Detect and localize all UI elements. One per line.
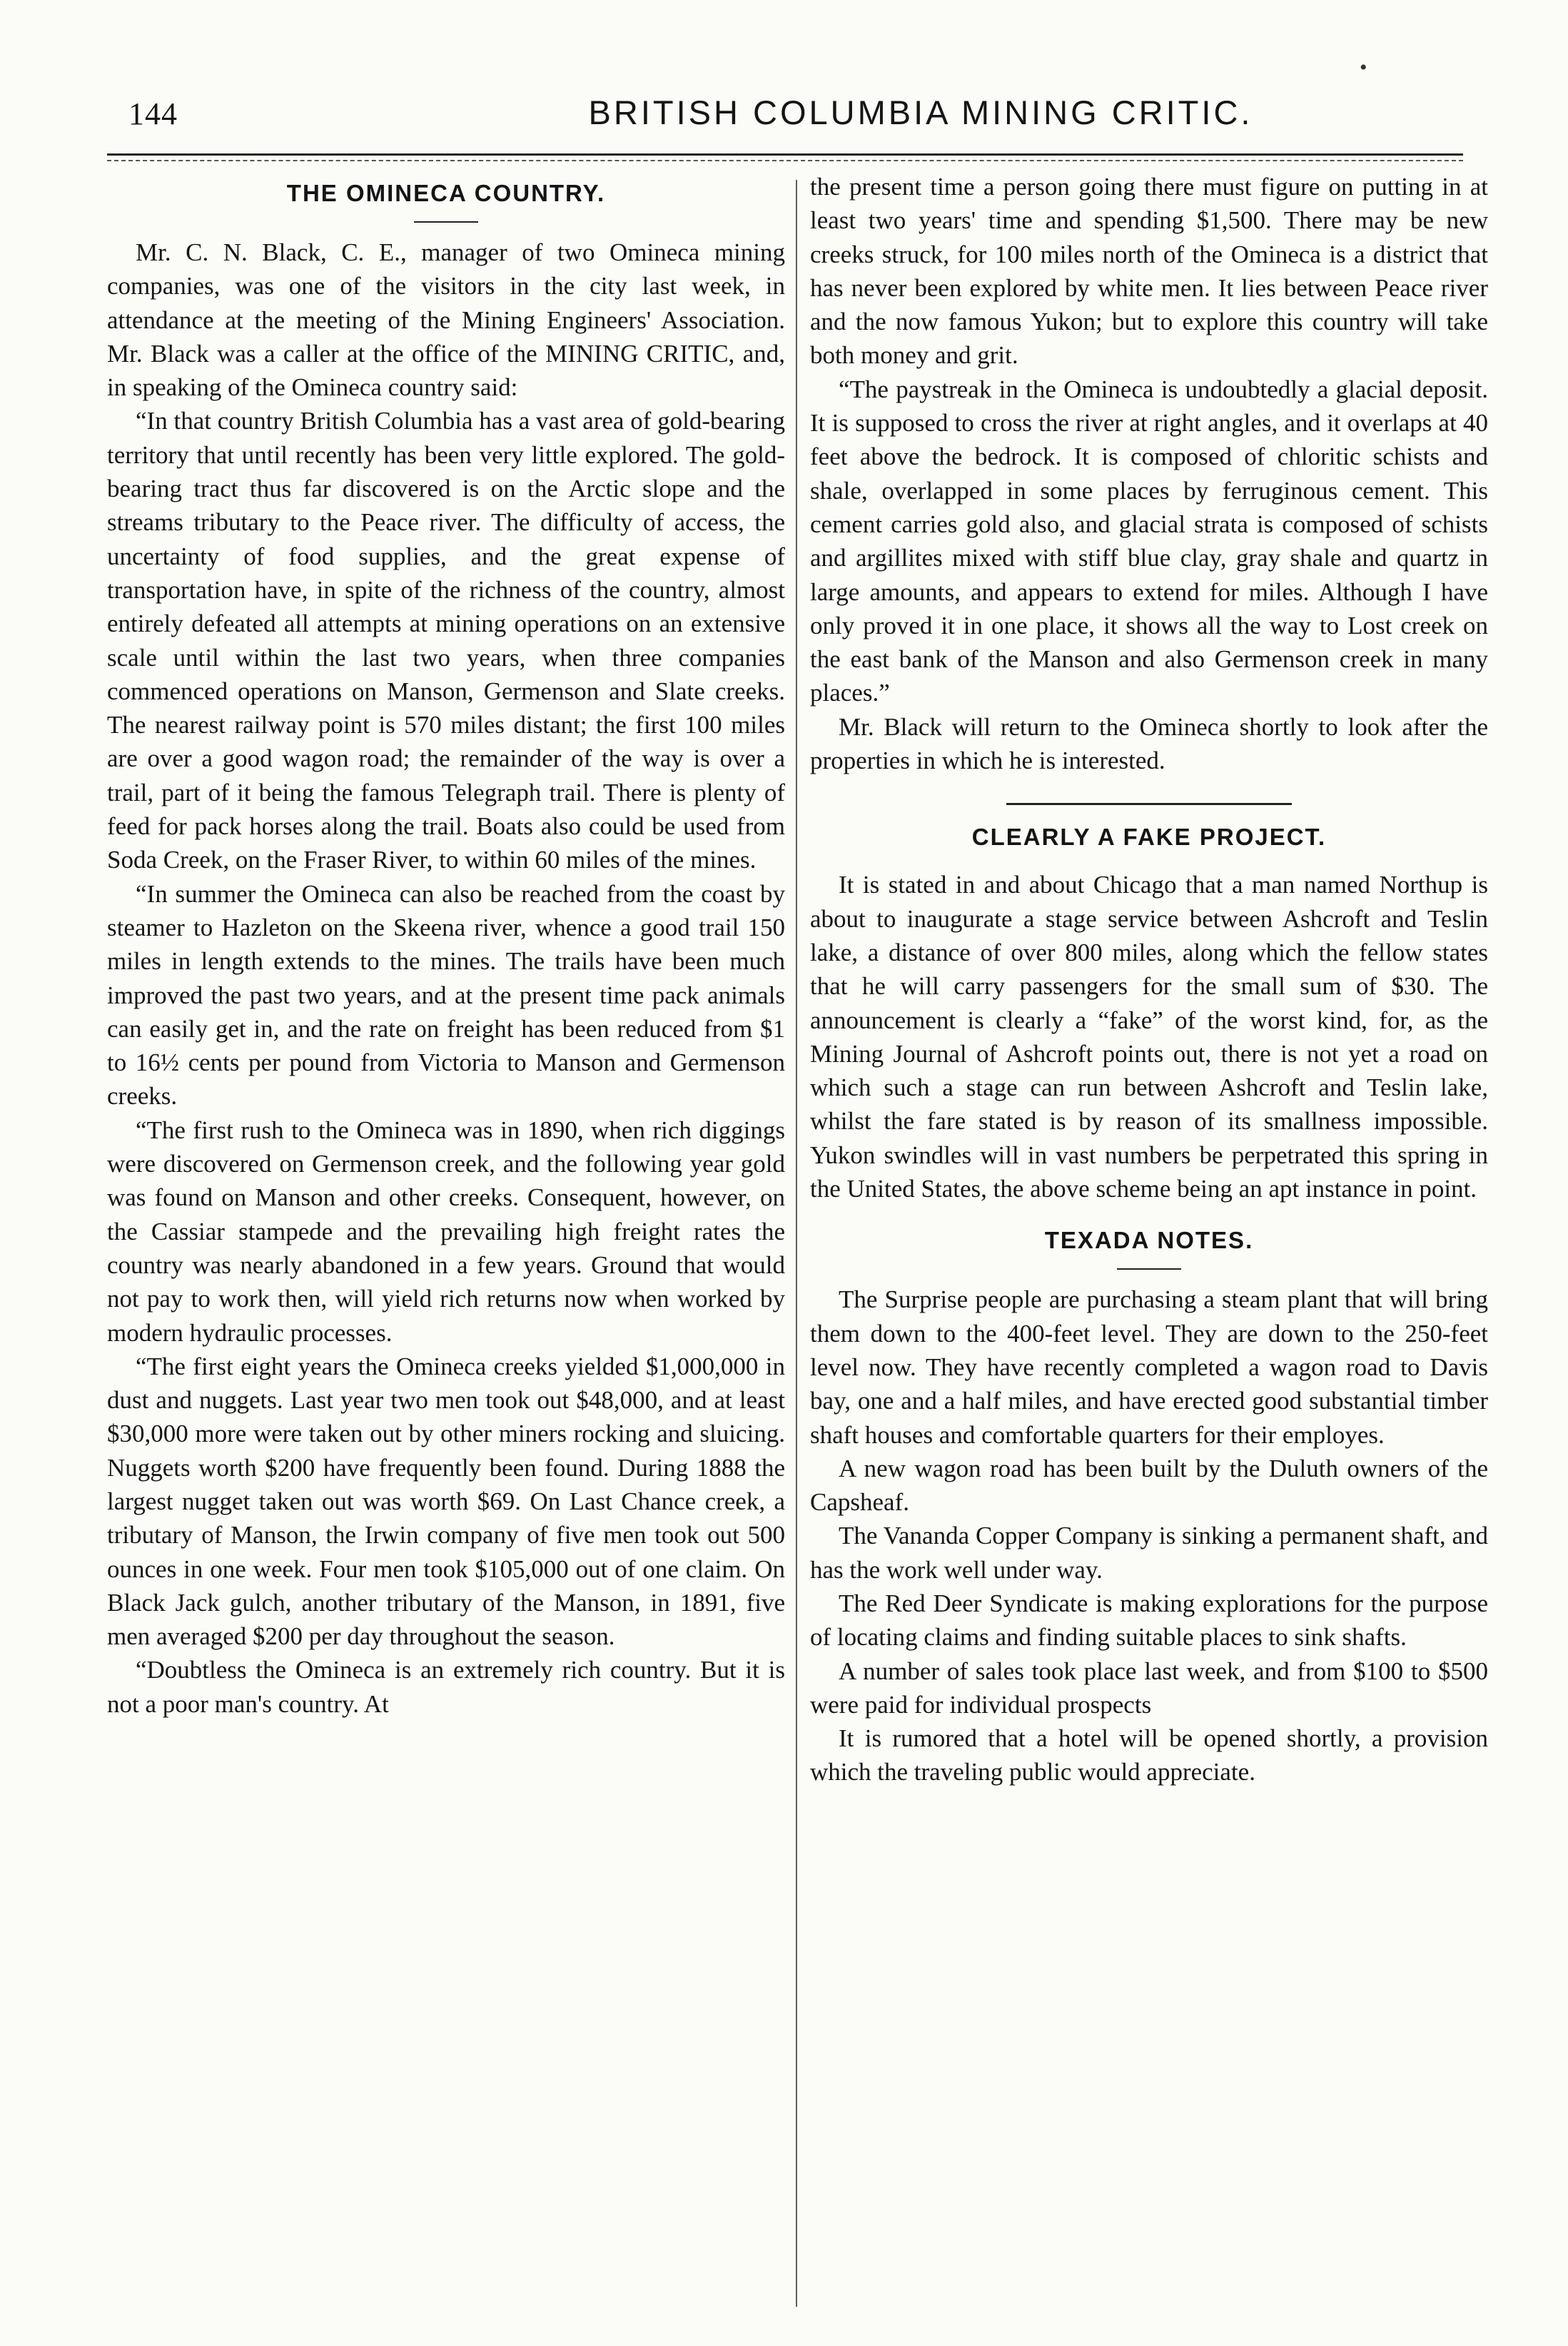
title-dash (1117, 1268, 1181, 1270)
page-number: 144 (128, 96, 178, 131)
header-rule-dashed (107, 160, 1463, 161)
page-corner-mark: • (1360, 56, 1367, 79)
article-title-texada-notes: TEXADA NOTES. (1044, 1227, 1254, 1254)
paragraph: “Doubtless the Omineca is an extremely rich country. But it is not a poor man's country. At (107, 1656, 785, 1718)
paragraph: “In that country British Columbia has a vast area of gold-bearing territory that until recently has been very little explored. The gold-bearing tract thus far discovered is on the Arctic slope and the streams tributary to the Peace river. The difficulty of access, the uncertainty of food supplies, and the great expense of transportation have, in spite of the richness of the country, almost entirely defeated all attempts at mining operations on an extensive scale until within the last two years, when three companies commenced operations on Manson, Germenson and Slate creeks. The nearest railway point is 570 miles distant; the first 100 miles are over a good wagon road; the remainder of the way is over a trail, part of it being the famous Telegraph trail. There is plenty of feed for pack horses along the trail. Boats also could be used from Soda Creek, on the Fraser River, to within 60 miles of the mines. (107, 407, 785, 874)
article-title-omineca: THE OMINECA COUNTRY. (286, 180, 606, 206)
paragraph: It is stated in and about Chicago that a man named Northup is about to inaugurate a stage service between Ashcroft and Teslin lake, a distance of over 800 miles, along which the fellow states that he will carry passengers for the small sum of $30. The announcement is clearly a “fake” of the worst kind, for, as the Mining Journal of Ashcroft points out, there is not yet a road on which such a stage can run between Ashcroft and Teslin lake, whilst the fare stated is by reason of its smallness impossible. Yukon swindles will in vast numbers be perpetrated this spring in the United States, the above scheme being an apt instance in point. (810, 871, 1488, 1203)
paragraph: “The paystreak in the Omineca is undoubtedly a glacial deposit. It is supposed to cross the river at right angles, and it overlaps at 40 feet above the bedrock. It is composed of chloritic schists and shale, overlapped in some places by ferruginous cement. This cement carries gold also, and glacial strata is composed of schists and argillites mixed with stiff blue clay, gray shale and quartz in large amounts, and appears to extend for miles. Although I have only proved it in one place, it shows all the way to Lost creek on the east bank of the Manson and also Germenson creek in many places.” (810, 375, 1488, 707)
paragraph: “The first rush to the Omineca was in 1890, when rich diggings were discovered on Germenson creek, and the following year gold was found on Manson and other creeks. Consequent, however, on the Cassiar stampede and the prevailing high freight rates the country was nearly abandoned in a few years. Ground that would not pay to work then, will yield rich returns now when worked by modern hydraulic processes. (107, 1116, 785, 1347)
column-divider (796, 180, 797, 2307)
paragraph: The Red Deer Syndicate is making explorations for the purpose of locating claims and finding suitable places to sink shafts. (810, 1589, 1488, 1652)
page-header (121, 93, 1449, 157)
paragraph: It is rumored that a hotel will be opened shortly, a provision which the traveling public would appreciate. (810, 1724, 1488, 1786)
paragraph: The Vananda Copper Company is sinking a permanent shaft, and has the work well under way. (810, 1522, 1488, 1584)
left-column (107, 173, 785, 1721)
paragraph-continuation: the present time a person going there must figure on putting in at least two years' time and spending $1,500. There may be new creeks struck, for 100 miles north of the Omineca is a district that has never been explored by white men. It lies between Peace river and the now famous Yukon; but to explore this country will take both money and grit. (810, 173, 1488, 370)
paragraph: “The first eight years the Omineca creeks yielded $1,000,000 in dust and nuggets. Last year two men took out $48,000, and at least $30,000 more were taken out by other miners rocking and sluicing. Nuggets worth $200 have frequently been found. During 1888 the largest nugget taken out was worth $69. On Last Chance creek, a tributary of Manson, the Irwin company of five men took out 500 ounces in one week. Four men took $105,000 out of one claim. On Black Jack gulch, another tributary of the Manson, in 1891, five men averaged $200 per day throughout the season. (107, 1352, 785, 1651)
paragraph: Mr. Black will return to the Omineca shortly to look after the properties in which he is interested. (810, 712, 1488, 775)
paragraph: “In summer the Omineca can also be reached from the coast by steamer to Hazleton on the Skeena river, whence a good trail 150 miles in length extends to the mines. The trails have been much improved the past two years, and at the present time pack animals can easily get in, and the rate on freight has been reduced from $1 to 16½ cents per pound from Victoria to Manson and Germenson creeks. (107, 879, 785, 1111)
paragraph: The Surprise people are purchasing a steam plant that will bring them down to the 400-feet level. They are down to the 250-feet level now. They have recently completed a wagon road to Davis bay, one and a half miles, and have erected good substantial timber shaft houses and comfortable quarters for their employes. (810, 1285, 1488, 1449)
section-rule (1006, 803, 1292, 805)
paragraph: A number of sales took place last week, and from $100 to $500 were paid for individual prospects (810, 1657, 1488, 1719)
article-title-fake-project: CLEARLY A FAKE PROJECT. (971, 824, 1327, 851)
spacer (810, 854, 1488, 868)
header-rule (107, 153, 1463, 156)
title-dash (414, 221, 478, 223)
right-column (810, 170, 1488, 1789)
paragraph: Mr. C. N. Black, C. E., manager of two Omineca mining companies, was one of the visitors in the city last week, in attendance at the meeting of the Mining Engineers' Association. Mr. Black was a caller at the office of the MINING CRITIC, and, in speaking of the Omineca country said: (107, 238, 785, 402)
paragraph: A new wagon road has been built by the Duluth owners of the Capsheaf. (810, 1454, 1488, 1517)
running-title: BRITISH COLUMBIA MINING CRITIC. (588, 93, 1253, 131)
